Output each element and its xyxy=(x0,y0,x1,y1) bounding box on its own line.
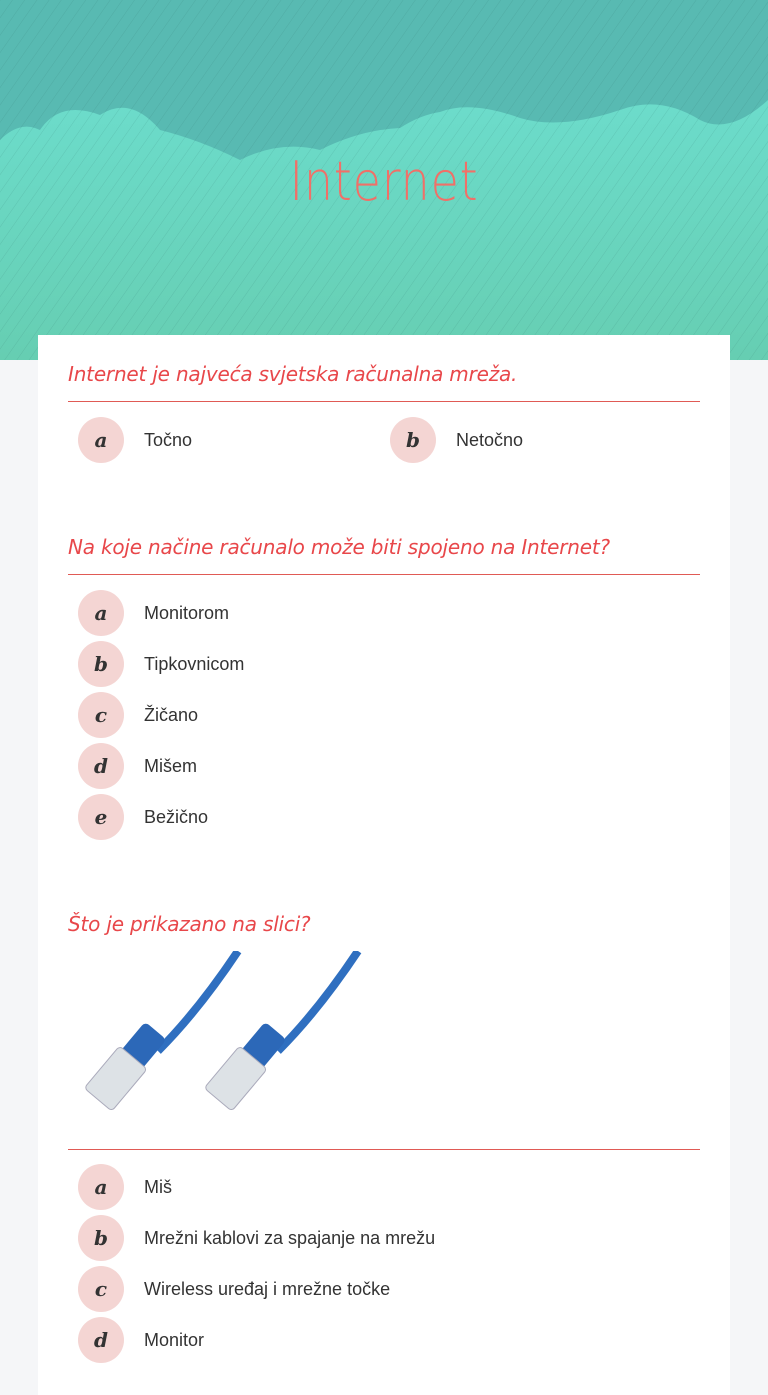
option-letter: b xyxy=(78,1215,124,1261)
option-text: Točno xyxy=(144,429,193,450)
option-letter: a xyxy=(78,417,124,463)
option-text: Mišem xyxy=(144,755,197,776)
option-text: Žičano xyxy=(144,704,199,725)
question-3 xyxy=(68,909,700,1352)
question-text: Na koje načine računalo može biti spojeno na Internet? xyxy=(68,535,610,559)
option-c[interactable] xyxy=(68,1266,390,1312)
option-letter: a xyxy=(78,590,124,636)
option-d[interactable] xyxy=(68,1317,204,1363)
network-cables-image xyxy=(68,951,368,1141)
question-text: Što je prikazano na slici? xyxy=(68,912,311,936)
option-text: Mrežni kablovi za spajanje na mrežu xyxy=(144,1227,436,1248)
option-text: Monitor xyxy=(144,1329,205,1350)
option-text: Bežično xyxy=(144,806,209,827)
option-letter: d xyxy=(78,743,124,789)
option-text: Miš xyxy=(144,1176,172,1197)
option-a[interactable] xyxy=(68,1164,172,1210)
worksheet-card xyxy=(38,335,730,1395)
question-text: Internet je najveća svjetska računalna mreža. xyxy=(68,362,518,386)
option-b[interactable] xyxy=(68,1215,435,1261)
question-1 xyxy=(68,359,700,452)
option-b[interactable] xyxy=(380,417,523,463)
option-b[interactable] xyxy=(68,641,244,687)
divider xyxy=(68,574,700,575)
option-text: Monitorom xyxy=(144,602,230,623)
option-text: Wireless uređaj i mrežne točke xyxy=(144,1278,391,1299)
option-letter: c xyxy=(78,692,124,738)
option-a[interactable] xyxy=(68,417,192,463)
option-e[interactable] xyxy=(68,794,208,840)
option-letter: c xyxy=(78,1266,124,1312)
option-letter: e xyxy=(78,794,124,840)
option-letter: d xyxy=(78,1317,124,1363)
option-letter: b xyxy=(390,417,436,463)
page-title: Internet xyxy=(289,150,479,213)
option-text: Tipkovnicom xyxy=(144,653,245,674)
option-letter: b xyxy=(78,641,124,687)
divider xyxy=(68,401,700,402)
question-2 xyxy=(68,532,700,829)
option-a[interactable] xyxy=(68,590,229,636)
option-letter: a xyxy=(78,1164,124,1210)
option-c[interactable] xyxy=(68,692,198,738)
option-d[interactable] xyxy=(68,743,197,789)
option-text: Netočno xyxy=(456,429,524,450)
divider xyxy=(68,1149,700,1150)
header-banner xyxy=(0,0,768,360)
